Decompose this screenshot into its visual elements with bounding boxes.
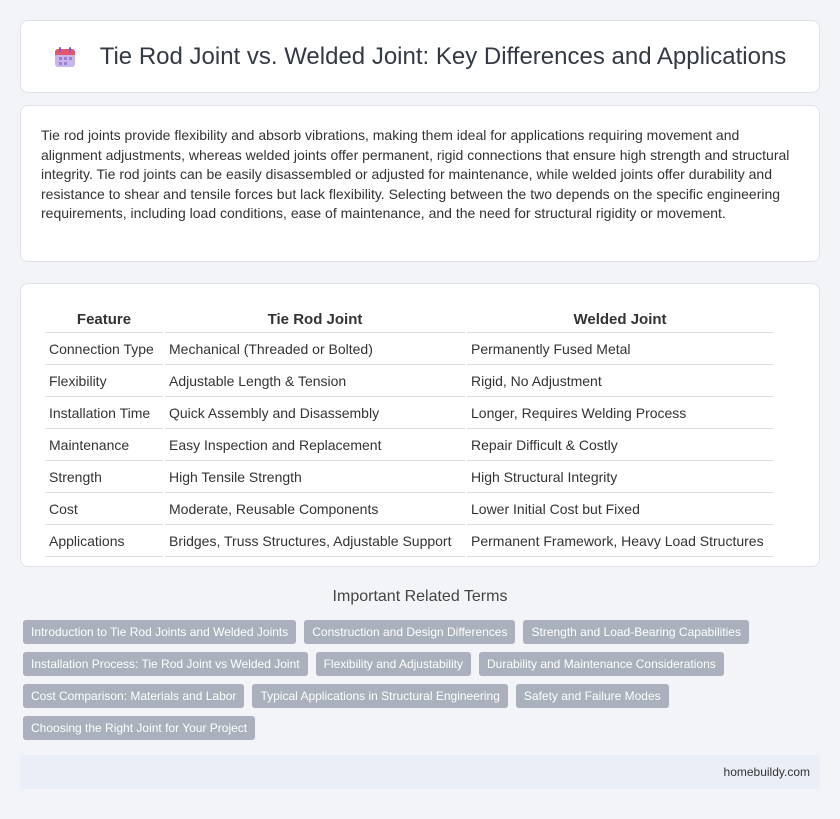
table-cell: Permanent Framework, Heavy Load Structures [467, 527, 773, 557]
related-term-tag[interactable]: Cost Comparison: Materials and Labor [23, 684, 244, 708]
table-cell: Strength [45, 463, 163, 493]
column-header-tie-rod: Tie Rod Joint [165, 307, 465, 333]
related-term-tag[interactable]: Strength and Load-Bearing Capabilities [523, 620, 748, 644]
table-cell: Connection Type [45, 335, 163, 365]
table-cell: Bridges, Truss Structures, Adjustable Support [165, 527, 465, 557]
table-cell: Rigid, No Adjustment [467, 367, 773, 397]
column-header-feature: Feature [45, 307, 163, 333]
related-term-tag[interactable]: Durability and Maintenance Considerations [479, 652, 724, 676]
table-cell: Installation Time [45, 399, 163, 429]
table-cell: Easy Inspection and Replacement [165, 431, 465, 461]
table-cell: Quick Assembly and Disassembly [165, 399, 465, 429]
related-term-tag[interactable]: Introduction to Tie Rod Joints and Welded Joints [23, 620, 296, 644]
table-row [45, 335, 773, 365]
related-term-tag[interactable]: Typical Applications in Structural Engineering [252, 684, 507, 708]
page-title: Tie Rod Joint vs. Welded Joint: Key Differences and Applications [99, 42, 787, 70]
calendar-icon [54, 46, 76, 68]
table-cell: Cost [45, 495, 163, 525]
footer-site-link[interactable]: homebuildy.com [723, 765, 810, 779]
column-header-welded: Welded Joint [467, 307, 773, 333]
table-cell: Applications [45, 527, 163, 557]
related-terms-title: Important Related Terms [332, 588, 508, 605]
comparison-table [43, 305, 775, 559]
table-row [45, 527, 773, 557]
header-card [20, 20, 820, 93]
table-cell: Adjustable Length & Tension [165, 367, 465, 397]
table-cell: Lower Initial Cost but Fixed [467, 495, 773, 525]
table-cell: Moderate, Reusable Components [165, 495, 465, 525]
table-row [45, 495, 773, 525]
related-term-tag[interactable]: Flexibility and Adjustability [316, 652, 471, 676]
table-header-row [45, 307, 773, 333]
table-row [45, 463, 773, 493]
table-cell: Maintenance [45, 431, 163, 461]
related-term-tag[interactable]: Safety and Failure Modes [516, 684, 669, 708]
table-cell: Flexibility [45, 367, 163, 397]
table-row [45, 399, 773, 429]
intro-paragraph: Tie rod joints provide flexibility and absorb vibrations, making them ideal for applications requiring movement and alignment adjustments, whereas welded joints offer permanent, rigid connections that ensure high strength and structural integrity. Tie rod joints can be easily disassembled or adjusted for maintenance, while welded joints offer durability and resistance to shear and tensile forces but lack flexibility. Selecting between the two depends on the specific engineering requirements, including load conditions, ease of maintenance, and the need for structural rigidity or movement. [41, 127, 790, 221]
table-cell: Repair Difficult & Costly [467, 431, 773, 461]
table-cell: Permanently Fused Metal [467, 335, 773, 365]
footer [20, 755, 820, 789]
related-term-tag[interactable]: Construction and Design Differences [304, 620, 515, 644]
table-row [45, 431, 773, 461]
comparison-table-card [20, 283, 820, 567]
table-row [45, 367, 773, 397]
intro-card [20, 105, 820, 262]
table-cell: High Tensile Strength [165, 463, 465, 493]
table-cell: Mechanical (Threaded or Bolted) [165, 335, 465, 365]
related-terms-tags [23, 620, 803, 748]
table-cell: Longer, Requires Welding Process [467, 399, 773, 429]
table-cell: High Structural Integrity [467, 463, 773, 493]
related-term-tag[interactable]: Choosing the Right Joint for Your Project [23, 716, 255, 740]
related-term-tag[interactable]: Installation Process: Tie Rod Joint vs Welded Joint [23, 652, 308, 676]
